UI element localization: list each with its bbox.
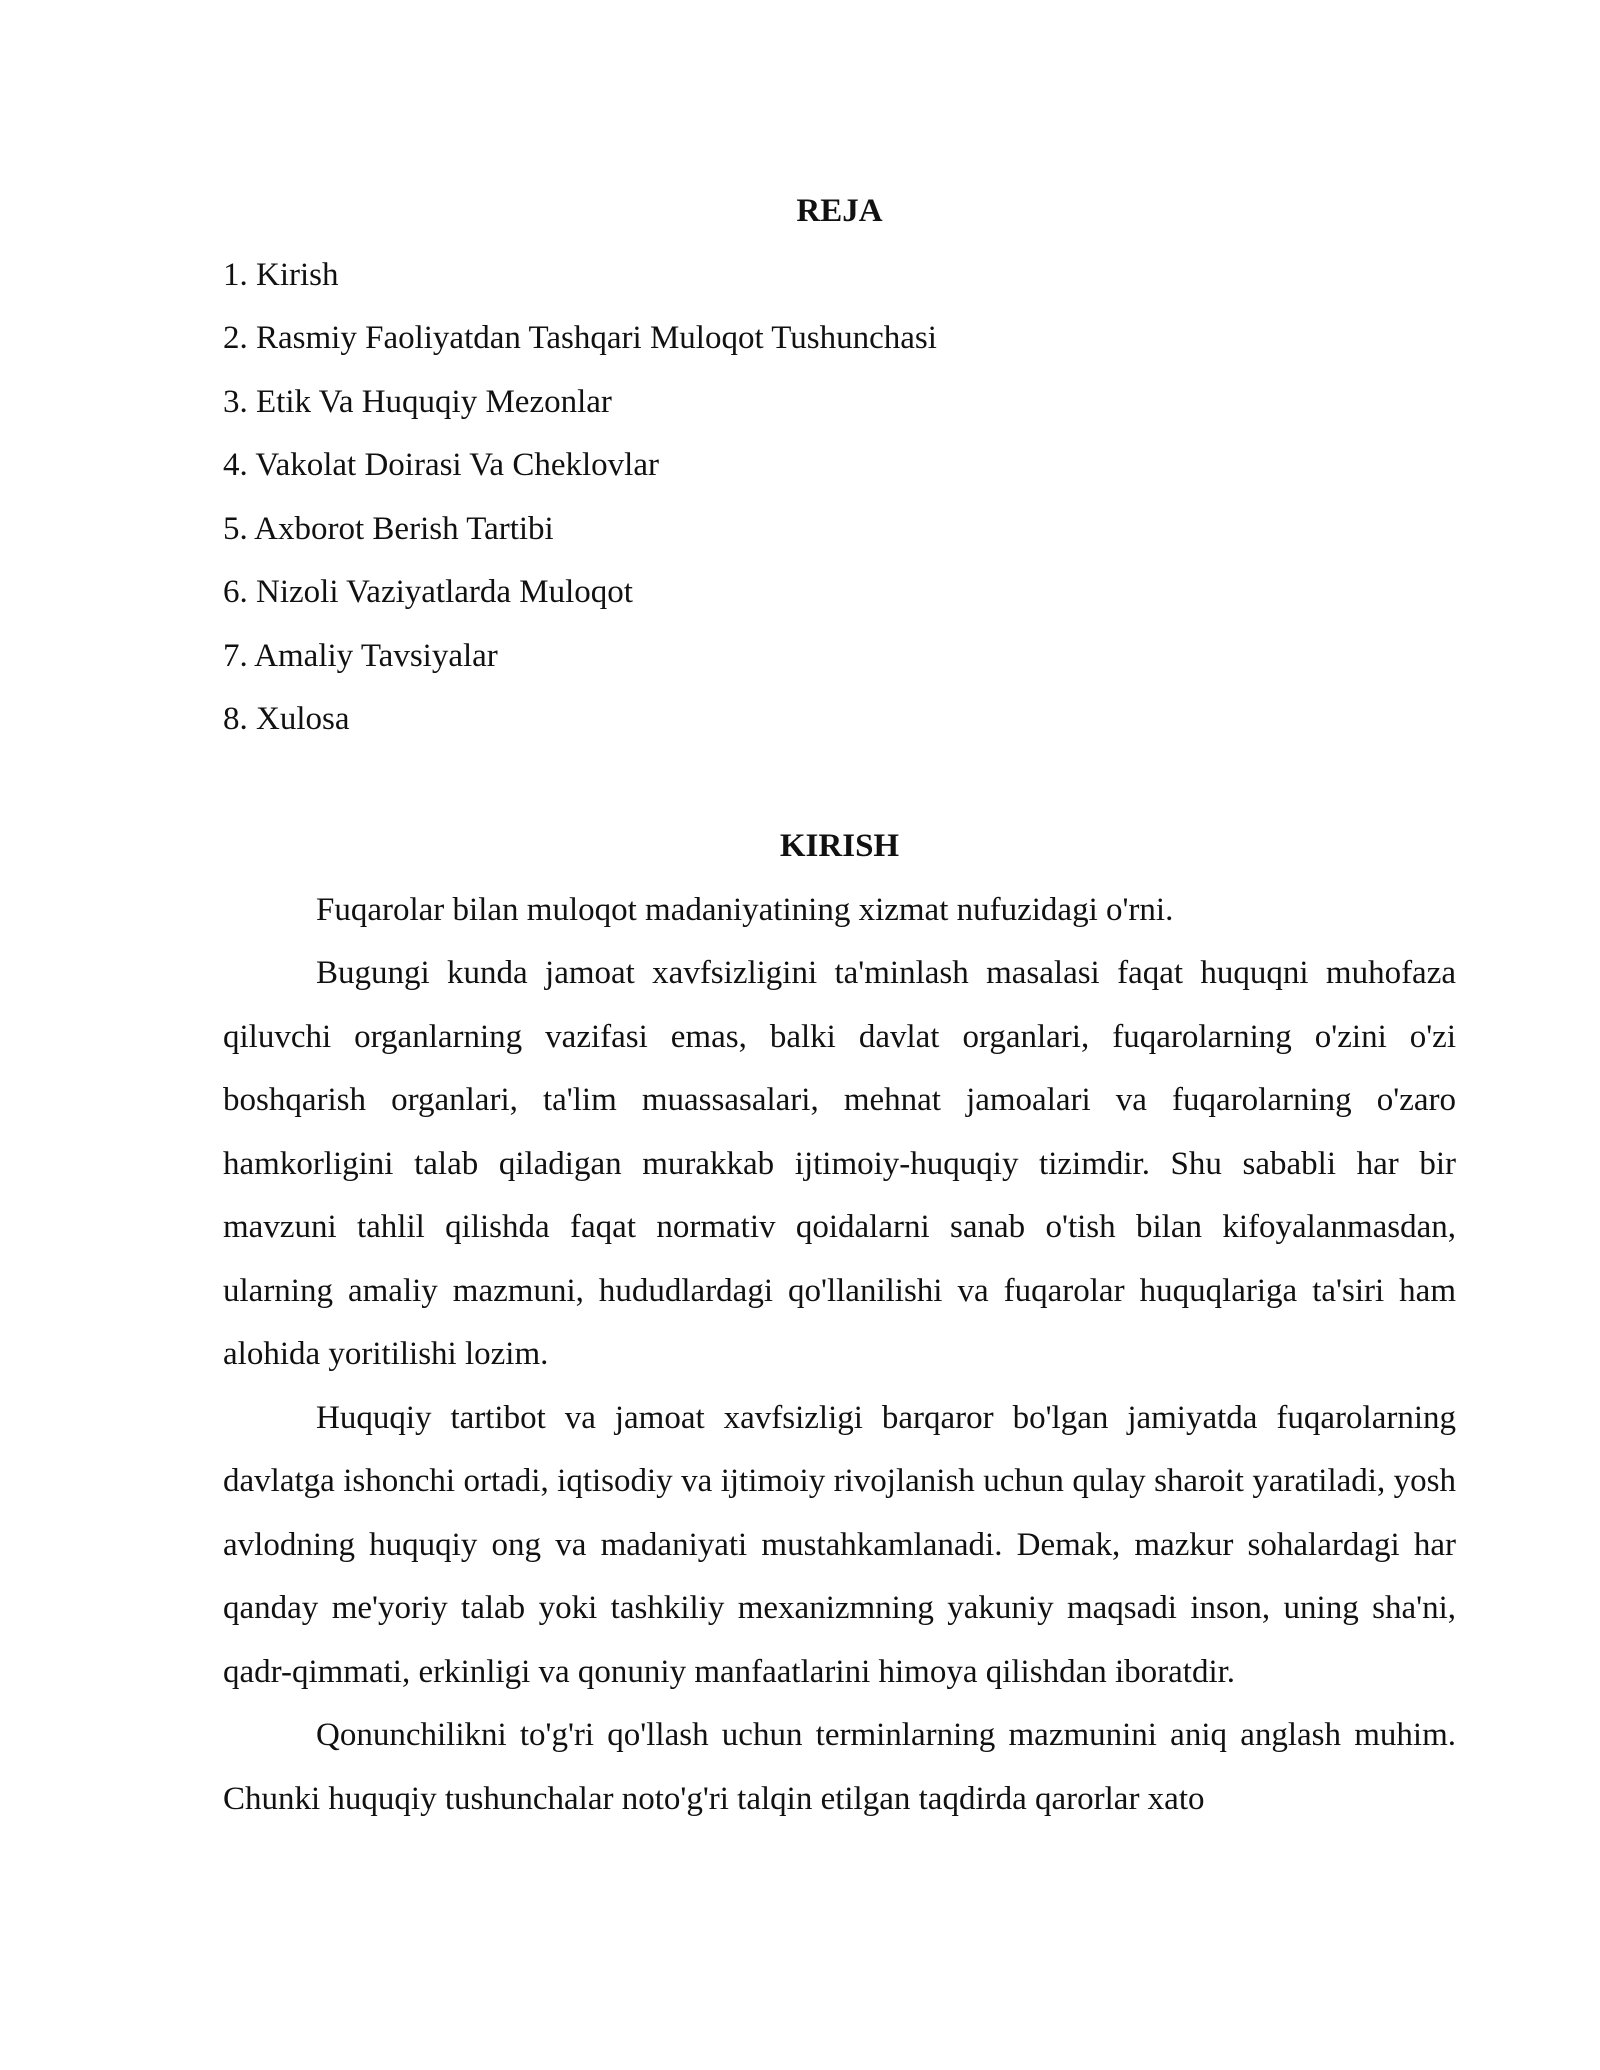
section-spacer [223, 752, 1456, 816]
plan-item: 3. Etik Va Huquqiy Mezonlar [223, 383, 612, 420]
page-content [223, 180, 1456, 1831]
intro-paragraph: Qonunchilikni to'g'ri qo'llash uchun terminlarning mazmunini aniq anglash muhim. Chunki huquqiy tushunchalar noto'g'ri talqin etilgan taqdirda qarorlar xato [223, 1717, 1456, 1817]
intro-paragraph: Fuqarolar bilan muloqot madaniyatining xizmat nufuzidagi o'rni. [316, 891, 1174, 928]
plan-item: 4. Vakolat Doirasi Va Cheklovlar [223, 447, 659, 483]
intro-paragraph: Huquqiy tartibot va jamoat xavfsizligi barqaror bo'lgan jamiyatda fuqarolarning davlatga ishonchi ortadi, iqtisodiy va ijtimoiy rivojlanish uchun qulay sharoit yaratiladi, yosh avlodning huquqiy ong va madaniyati mustahkamlanadi. Demak, mazkur sohalardagi har qanday me'yoriy talab yoki tashkiliy mexanizmning yakuniy maqsadi inson, uning sha'ni, qadr-qimmati, erkinligi va qonuniy manfaatlarini himoya qilishdan iboratdir. [223, 1399, 1456, 1690]
plan-item: 1. Kirish [223, 256, 339, 293]
plan-list [223, 244, 1456, 752]
intro-paragraph: Bugungi kunda jamoat xavfsizligini ta'minlash masalasi faqat huquqni muhofaza qiluvchi organlarning vazifasi emas, balki davlat organlari, fuqarolarning o'zini o'zi boshqarish organlari, ta'lim muassasalari, mehnat jamoalari va fuqarolarning o'zaro hamkorligini talab qiladigan murakkab ijtimoiy-huquqiy tizimdir. Shu sababli har bir mavzuni tahlil qilishda faqat normativ qoidalarni sanab o'tish bilan kifoyalanmasdan, ularning amaliy mazmuni, hududlardagi qo'llanilishi va fuqarolar huquqlariga ta'siri ham alohida yoritilishi lozim. [223, 955, 1456, 1372]
intro-heading: KIRISH [779, 828, 900, 864]
plan-item: 7. Amaliy Tavsiyalar [223, 637, 498, 674]
plan-heading: REJA [796, 193, 883, 229]
plan-item: 8. Xulosa [223, 701, 350, 737]
plan-item: 2. Rasmiy Faoliyatdan Tashqari Muloqot Tushunchasi [223, 320, 937, 356]
plan-item: 5. Axborot Berish Tartibi [223, 510, 554, 547]
plan-item: 6. Nizoli Vaziyatlarda Muloqot [223, 574, 633, 610]
